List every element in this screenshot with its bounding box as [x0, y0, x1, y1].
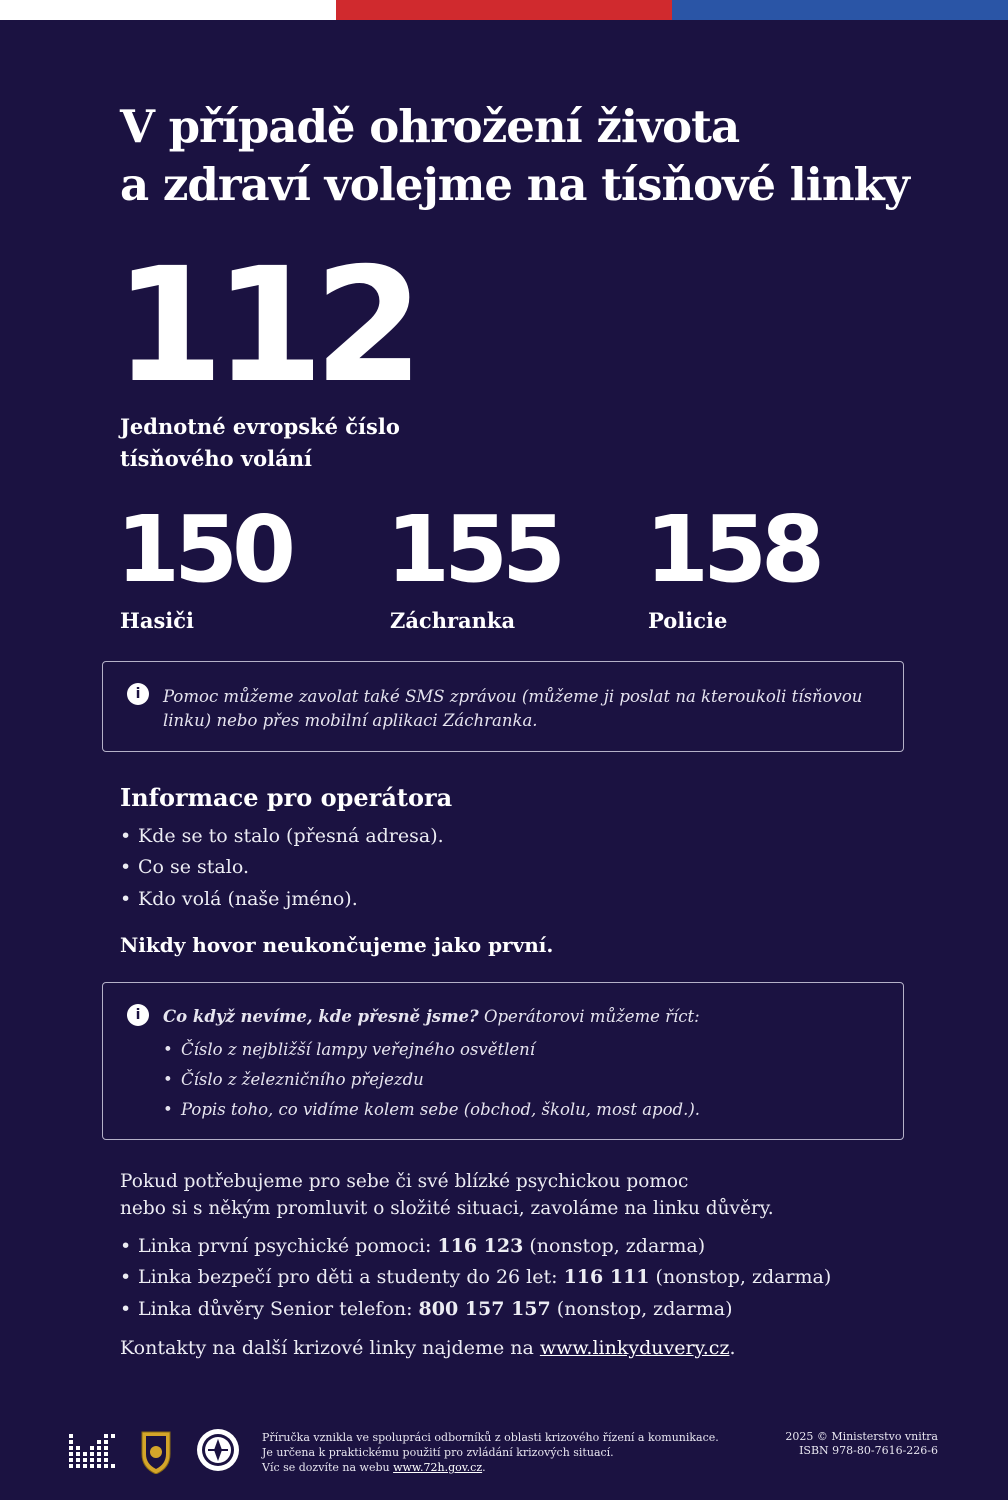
label-fire: Hasiči	[120, 608, 195, 633]
list-item: • Číslo z železničního přejezdu	[163, 1065, 700, 1095]
emergency-number-112-label	[120, 411, 440, 475]
psych-help-paragraph	[120, 1168, 880, 1222]
flag-red	[336, 0, 672, 20]
label-ambulance: Záchranka	[390, 608, 516, 633]
footer-text	[262, 1430, 719, 1475]
page-title	[120, 98, 920, 214]
helpline-note: (nonstop, zdarma)	[523, 1235, 706, 1257]
helpline-label: Linka první psychické pomoci:	[138, 1235, 438, 1257]
info-icon: i	[127, 683, 149, 705]
flag-white	[0, 0, 336, 20]
flag-stripe	[0, 0, 1008, 20]
list-item: • Kde se to stalo (přesná adresa).	[120, 821, 444, 852]
location-question-bold: Co když nevíme, kde přesně jsme?	[163, 1007, 479, 1026]
helpline-note: (nonstop, zdarma)	[649, 1266, 832, 1289]
contacts-prefix: Kontakty na další krizové linky najdeme na	[120, 1337, 540, 1359]
helpline-item	[120, 1231, 831, 1262]
flag-blue	[672, 0, 1008, 20]
logos-svg	[66, 1426, 246, 1474]
72h-link[interactable]: www.72h.gov.cz	[393, 1461, 483, 1474]
copyright-text: 2025 © Ministerstvo vnitra	[785, 1430, 938, 1443]
list-item: • Kdo volá (naše jméno).	[120, 884, 444, 915]
operator-info-list	[120, 821, 444, 915]
title-line-2: a zdraví volejme na tísňové linky	[120, 158, 909, 211]
location-answer: Operátorovi můžeme říct:	[483, 1007, 700, 1026]
psych-help-line-2: nebo si s někým promluvit o složité situaci, zavoláme na linku důvěry.	[120, 1198, 774, 1219]
emergency-number-112: 112	[114, 234, 414, 418]
ministry-logo-icon	[69, 1434, 115, 1468]
footer-line-3-prefix: Víc se dozvíte na webu	[262, 1461, 394, 1474]
list-item: • Číslo z nejbližší lampy veřejného osvětlení	[163, 1035, 700, 1065]
helpline-note: (nonstop, zdarma)	[550, 1297, 733, 1320]
label-police: Policie	[648, 608, 728, 633]
operator-info-heading: Informace pro operátora	[120, 783, 453, 812]
psych-help-line-1: Pokud potřebujeme pro sebe či své blízké psychickou pomoc	[120, 1171, 689, 1192]
helpline-label: Linka bezpečí pro děti a studenty do 26 let:	[138, 1266, 564, 1289]
isbn-text: ISBN 978-80-7616-226-6	[799, 1444, 938, 1457]
helpline-number: 116 111	[563, 1266, 650, 1289]
label-line-1: Jednotné evropské číslo	[120, 414, 400, 439]
linkyduvery-link[interactable]: www.linkyduvery.cz	[539, 1337, 730, 1359]
helpline-label: Linka důvěry Senior telefon:	[138, 1297, 419, 1320]
info-icon: i	[127, 1004, 149, 1026]
number-ambulance: 155	[386, 496, 561, 603]
helpline-number: 116 123	[437, 1235, 524, 1257]
footer-line-3-suffix: .	[482, 1461, 486, 1474]
helpline-item	[120, 1262, 831, 1293]
footer-logos	[66, 1426, 246, 1474]
number-fire: 150	[116, 496, 291, 603]
helpline-item	[120, 1294, 831, 1325]
contacts-line	[120, 1334, 736, 1362]
fire-rescue-emblem-icon	[197, 1429, 239, 1471]
sms-info-text: Pomoc můžeme zavolat také SMS zprávou (můžeme ji poslat na kteroukoli tísňovou linku) nebo přes mobilní aplikaci Záchranka.	[163, 687, 863, 730]
helpline-list	[120, 1231, 831, 1325]
footer-copyright	[785, 1430, 938, 1458]
location-tips-list	[163, 1035, 700, 1125]
helpline-number: 800 157 157	[418, 1297, 551, 1320]
footer-line-2: Je určena k praktickému použití pro zvládání krizových situací.	[262, 1446, 614, 1459]
footer-line-1: Příručka vznikla ve spolupráci odborníků z oblasti krizového řízení a komunikace.	[262, 1431, 719, 1444]
label-line-2: tísňového volání	[120, 446, 312, 471]
title-line-1: V případě ohrožení života	[120, 100, 740, 153]
location-info-box	[102, 982, 904, 1140]
contacts-suffix: .	[729, 1337, 736, 1359]
never-hang-up-note: Nikdy hovor neukončujeme jako první.	[120, 933, 554, 957]
list-item: • Popis toho, co vidíme kolem sebe (obchod, školu, most apod.).	[163, 1095, 700, 1125]
number-police: 158	[645, 496, 820, 603]
police-emblem-icon	[142, 1432, 170, 1474]
location-question	[163, 1005, 700, 1029]
list-item: • Co se stalo.	[120, 852, 444, 883]
sms-info-box	[102, 661, 904, 752]
